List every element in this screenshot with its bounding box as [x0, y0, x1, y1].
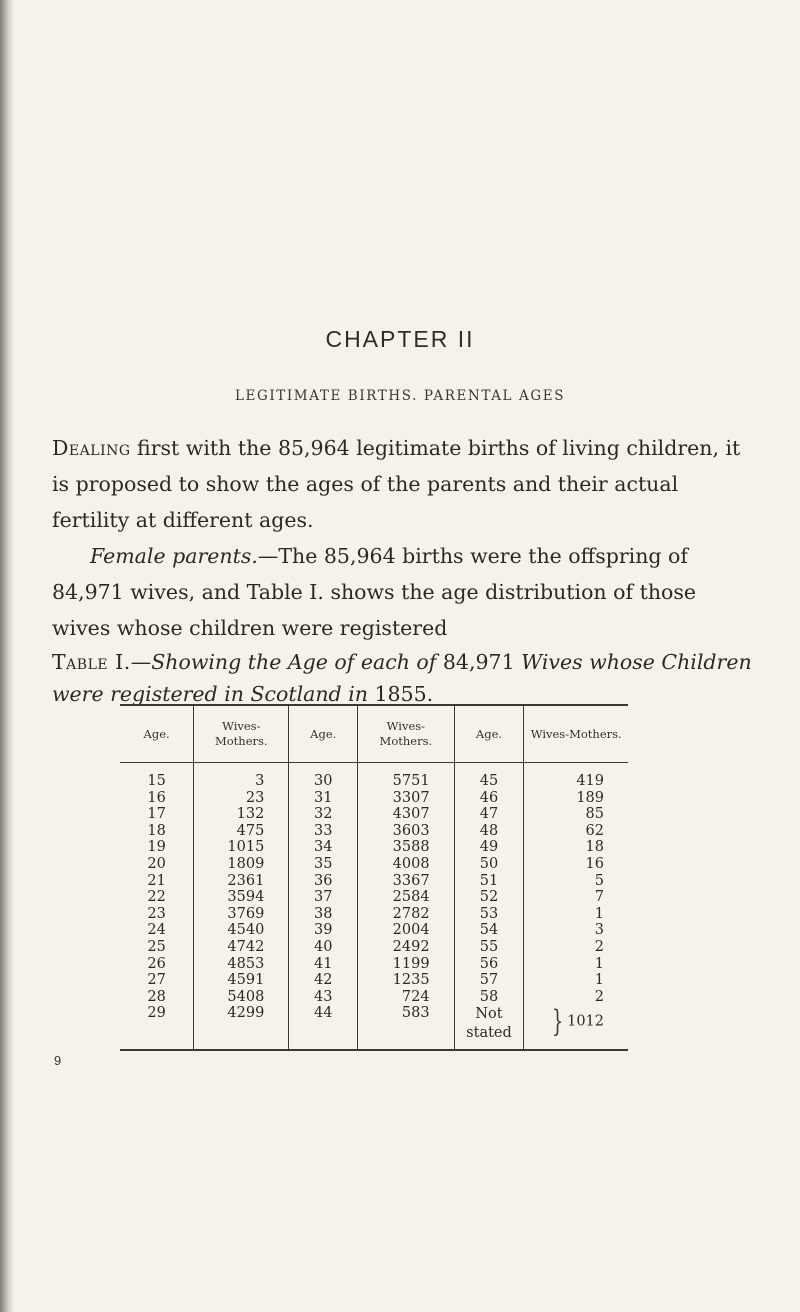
- wives-mothers-cell: 1199: [358, 956, 454, 973]
- wives-mothers-cell: 132: [194, 806, 289, 823]
- header-age-3: Age.: [454, 705, 524, 763]
- table-row: [120, 972, 628, 989]
- age-cell: 46: [454, 790, 524, 807]
- age-cell: 36: [289, 873, 358, 890]
- wives-mothers-cell: 5: [594, 872, 604, 889]
- not-stated-count-cell: [524, 1005, 628, 1050]
- chapter-heading: CHAPTER II: [325, 326, 475, 352]
- not-stated-cell: Not stated: [454, 1005, 524, 1050]
- wives-mothers-cell: 7: [594, 889, 604, 906]
- age-cell: 28: [120, 989, 194, 1006]
- paragraph-intro-text: first with the 85,964 legitimate births of living children, it is proposed to show the ages of the parents and their actual fertility at different ages.: [52, 436, 741, 532]
- wives-mothers-cell: 1: [594, 972, 604, 989]
- table-caption-number: 84,971: [436, 650, 522, 674]
- table-row: [120, 873, 628, 890]
- table-row: [120, 956, 628, 973]
- header-age-2: Age.: [289, 705, 358, 763]
- table-row: [120, 989, 628, 1006]
- age-cell: 17: [120, 806, 194, 823]
- age-cell: 55: [454, 939, 524, 956]
- table-row: [120, 806, 628, 823]
- wives-mothers-cell: 5408: [194, 989, 289, 1006]
- age-cell: 47: [454, 806, 524, 823]
- table-row: [120, 790, 628, 807]
- page-binding-shadow: [0, 0, 14, 1312]
- age-cell: 41: [289, 956, 358, 973]
- table-caption-dash: —: [130, 650, 152, 674]
- table-caption-label: Table I.: [52, 650, 131, 674]
- brace-icon: }: [551, 1004, 564, 1040]
- wives-mothers-cell: 2361: [194, 873, 289, 890]
- wives-mothers-cell: 419: [576, 773, 604, 789]
- wives-mothers-cell: 18: [585, 839, 604, 856]
- table-body: [120, 763, 628, 1051]
- wives-mothers-cell: 4307: [358, 806, 454, 823]
- age-cell: 26: [120, 956, 194, 973]
- wives-mothers-cell: 2584: [358, 889, 454, 906]
- age-cell: 53: [454, 906, 524, 923]
- table-row: [120, 823, 628, 840]
- wives-mothers-cell: 1: [594, 905, 604, 922]
- age-cell: 33: [289, 823, 358, 840]
- age-cell: 43: [289, 989, 358, 1006]
- wives-mothers-cell: 189: [576, 789, 604, 806]
- table-row: [120, 889, 628, 906]
- wives-mothers-cell: 4540: [194, 922, 289, 939]
- table-row: [120, 939, 628, 956]
- age-cell: 23: [120, 906, 194, 923]
- age-cell: 38: [289, 906, 358, 923]
- wives-mothers-cell: 1015: [194, 839, 289, 856]
- header-wives-mothers-2: Wives-Mothers.: [358, 705, 454, 763]
- age-cell: 50: [454, 856, 524, 873]
- age-cell: 19: [120, 839, 194, 856]
- table-header-row: [120, 705, 628, 763]
- age-cell: 51: [454, 873, 524, 890]
- wives-mothers-cell: 475: [194, 823, 289, 840]
- age-cell: 24: [120, 922, 194, 939]
- age-cell: 40: [289, 939, 358, 956]
- not-stated-count: 1012: [567, 1014, 604, 1031]
- age-cell: 35: [289, 856, 358, 873]
- age-cell: 39: [289, 922, 358, 939]
- table-row: [120, 763, 628, 790]
- age-cell: 54: [454, 922, 524, 939]
- header-wives-mothers-3: Wives-Mothers.: [524, 705, 628, 763]
- wives-mothers-cell: 4742: [194, 939, 289, 956]
- wives-mothers-cell: 2492: [358, 939, 454, 956]
- wives-mothers-cell: 4853: [194, 956, 289, 973]
- wives-mothers-cell: 62: [585, 822, 604, 839]
- wives-mothers-cell: 1235: [358, 972, 454, 989]
- table-row: [120, 856, 628, 873]
- section-lead: Female parents.: [90, 544, 258, 568]
- wives-mothers-cell: 724: [358, 989, 454, 1006]
- wives-mothers-cell: 1809: [194, 856, 289, 873]
- wives-mothers-cell: 4591: [194, 972, 289, 989]
- age-cell: 29: [120, 1005, 194, 1050]
- age-cell: 42: [289, 972, 358, 989]
- wives-mothers-cell: 3594: [194, 889, 289, 906]
- table-row: [120, 906, 628, 923]
- age-cell: 45: [454, 763, 524, 790]
- wives-mothers-cell: 2: [594, 938, 604, 955]
- header-age-1: Age.: [120, 705, 194, 763]
- age-cell: 52: [454, 889, 524, 906]
- wives-mothers-cell: 4299: [194, 1005, 289, 1050]
- age-cell: 58: [454, 989, 524, 1006]
- paragraph-female-parents: [52, 538, 752, 646]
- chapter-subtitle: LEGITIMATE BIRTHS. PARENTAL AGES: [234, 388, 566, 404]
- age-cell: 18: [120, 823, 194, 840]
- wives-mothers-cell: 5751: [358, 763, 454, 790]
- table-caption-italic-1: Showing the Age of each of: [151, 650, 437, 674]
- age-cell: 37: [289, 889, 358, 906]
- table-caption-italic-2: Wives whose Children were registered in Scotland in: [52, 650, 752, 706]
- age-cell: 31: [289, 790, 358, 807]
- age-cell: 15: [120, 763, 194, 790]
- wives-mothers-cell: 3588: [358, 839, 454, 856]
- wives-mothers-cell: 2782: [358, 906, 454, 923]
- page-number: 9: [54, 1053, 62, 1069]
- age-cell: 56: [454, 956, 524, 973]
- wives-mothers-cell: 3: [594, 922, 604, 939]
- age-distribution-table: [120, 704, 628, 1051]
- table-row: [120, 839, 628, 856]
- table-caption-year: 1855.: [367, 682, 434, 706]
- wives-mothers-cell: 1: [594, 955, 604, 972]
- table-caption: [52, 646, 752, 710]
- age-cell: 49: [454, 839, 524, 856]
- table-row-last: [120, 1005, 628, 1050]
- wives-mothers-cell: 3: [194, 763, 289, 790]
- age-cell: 32: [289, 806, 358, 823]
- dropcap-lead: Dealing: [52, 436, 131, 460]
- wives-mothers-cell: 583: [358, 1005, 454, 1050]
- age-cell: 27: [120, 972, 194, 989]
- age-cell: 48: [454, 823, 524, 840]
- wives-mothers-cell: 2: [594, 988, 604, 1005]
- age-cell: 30: [289, 763, 358, 790]
- age-cell: 44: [289, 1005, 358, 1050]
- wives-mothers-cell: 16: [585, 855, 604, 872]
- paragraph-female-parents-text: —The 85,964 births were the offspring of 84,971 wives, and Table I. shows the age distribution of those wives whose children were registered: [52, 544, 697, 640]
- age-cell: 57: [454, 972, 524, 989]
- wives-mothers-cell: 3307: [358, 790, 454, 807]
- age-cell: 22: [120, 889, 194, 906]
- age-cell: 25: [120, 939, 194, 956]
- wives-mothers-cell: 4008: [358, 856, 454, 873]
- wives-mothers-cell: 23: [194, 790, 289, 807]
- age-cell: 21: [120, 873, 194, 890]
- age-cell: 34: [289, 839, 358, 856]
- header-wives-mothers-1: Wives-Mothers.: [194, 705, 289, 763]
- wives-mothers-cell: 85: [585, 806, 604, 823]
- age-cell: 20: [120, 856, 194, 873]
- table-row: [120, 922, 628, 939]
- age-cell: 16: [120, 790, 194, 807]
- paragraph-intro: [52, 430, 752, 538]
- wives-mothers-cell: 3769: [194, 906, 289, 923]
- wives-mothers-cell: 3367: [358, 873, 454, 890]
- wives-mothers-cell: 2004: [358, 922, 454, 939]
- wives-mothers-cell: 3603: [358, 823, 454, 840]
